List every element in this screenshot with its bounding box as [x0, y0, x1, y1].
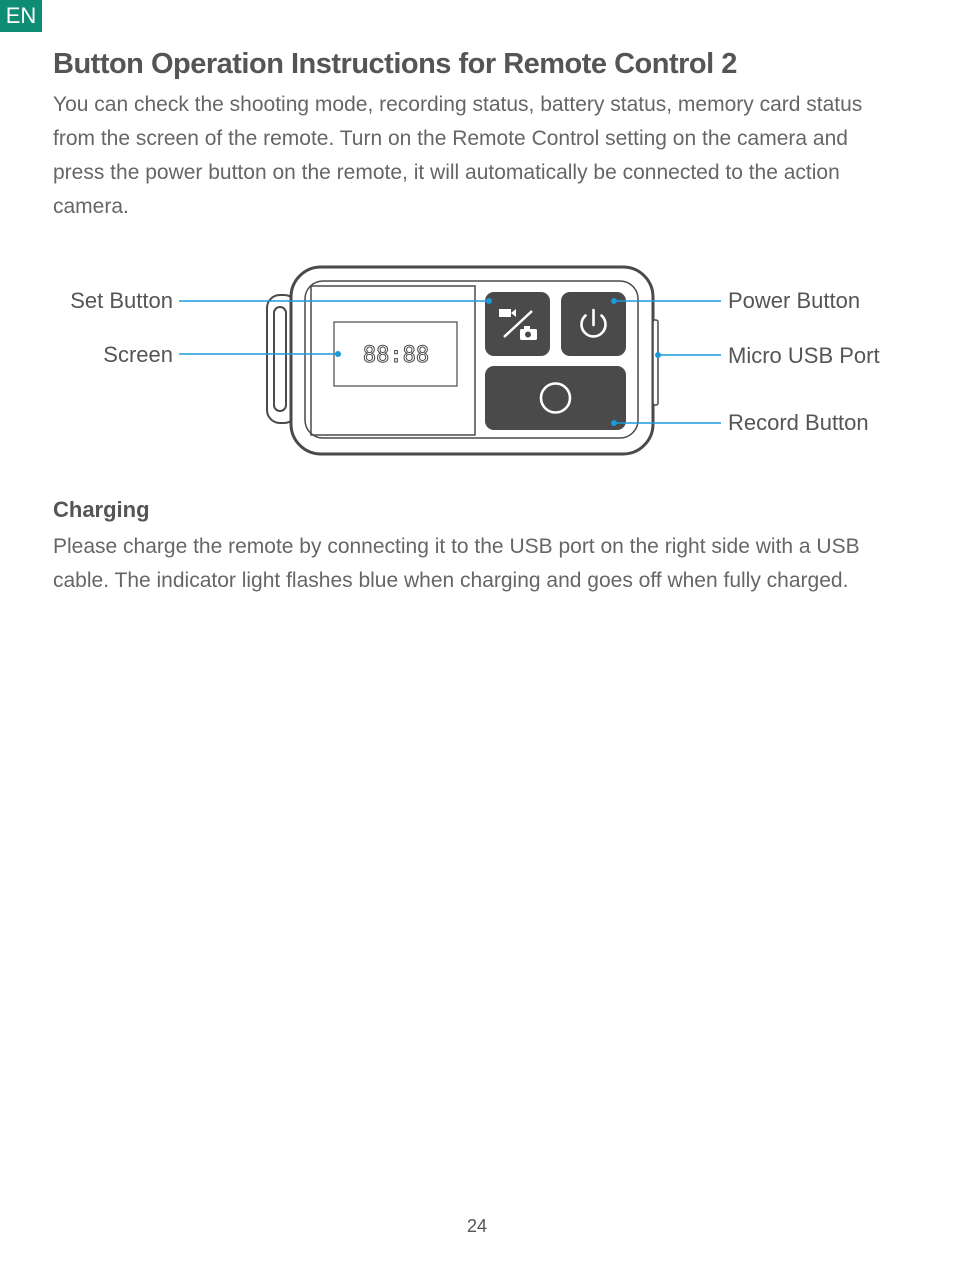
charging-paragraph: Please charge the remote by connecting it to the USB port on the right side with a USB cable. The indicator light flashes blue when charging and goes off when fully charged.: [53, 535, 860, 592]
callout-dot-record: [611, 420, 617, 426]
label-screen: Screen: [103, 342, 173, 367]
page-title: Button Operation Instructions for Remote Control 2: [53, 48, 737, 80]
strap-loop-inner: [274, 307, 286, 411]
page-number: 24: [466, 1216, 488, 1236]
intro-paragraph: You can check the shooting mode, recording status, battery status, memory card status from the screen of the remote. Turn on the Remote Control setting on the camera and press the power button on the remote, it will automatically be connected to the action camera.: [53, 93, 863, 218]
callout-dot-usb: [655, 352, 661, 358]
callout-dot-screen: [335, 351, 341, 357]
label-set-button: Set Button: [70, 288, 173, 313]
remote-control-diagram: [0, 250, 954, 470]
label-power-button: Power Button: [728, 288, 861, 313]
label-record-button: Record Button: [728, 410, 869, 435]
charging-heading: Charging: [53, 497, 150, 522]
language-tag: EN: [0, 0, 42, 32]
screen-readout: 88:88: [362, 343, 430, 368]
callout-dot-power: [611, 298, 617, 304]
callout-dot-set: [486, 298, 492, 304]
record-button[interactable]: [485, 366, 626, 430]
label-micro-usb-port: Micro USB Port: [728, 343, 880, 368]
micro-usb-port: [653, 320, 658, 405]
